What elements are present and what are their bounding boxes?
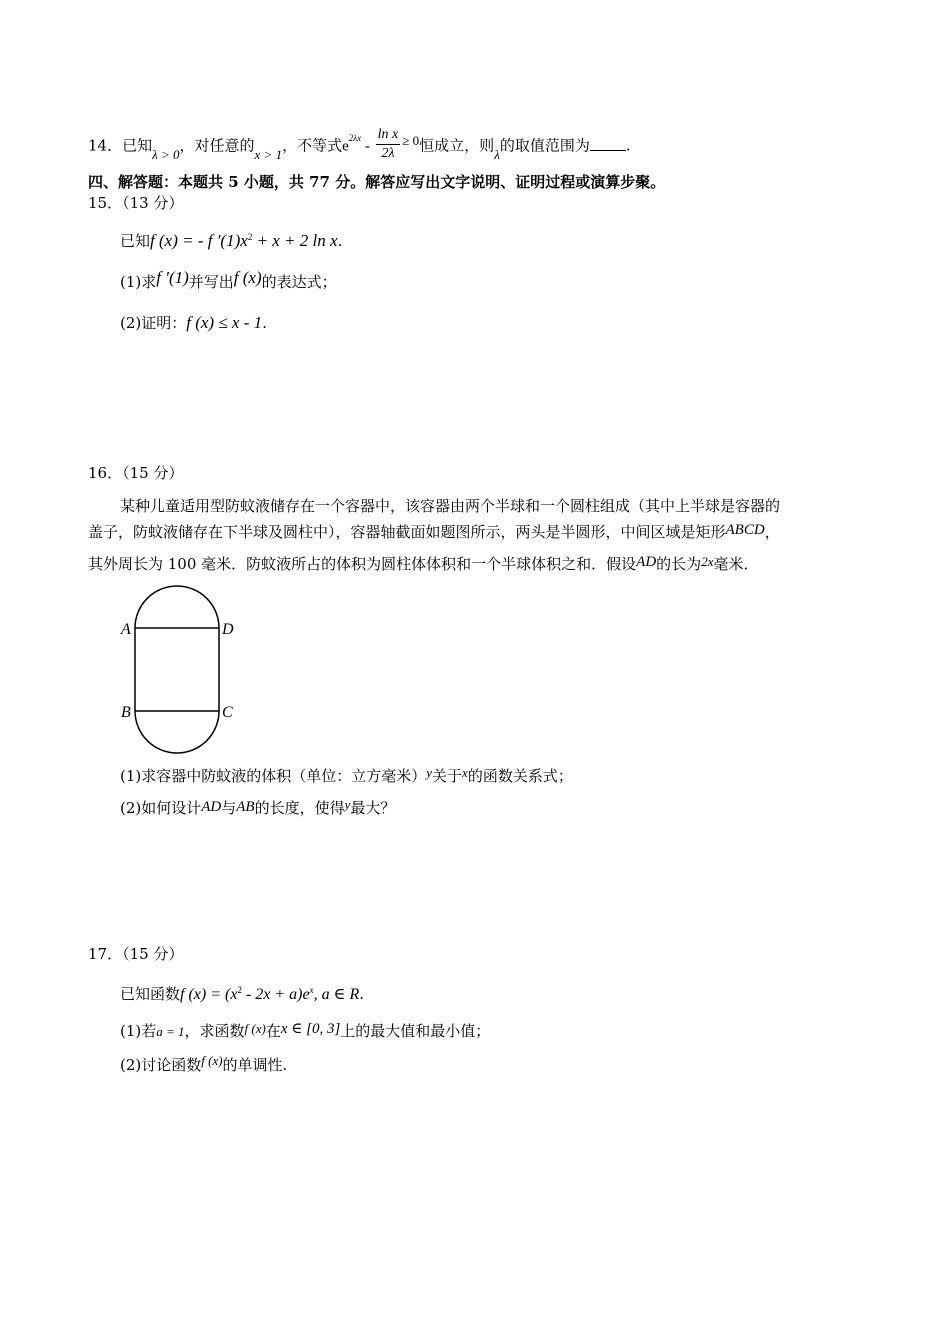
q16-p2-ab: AB — [236, 799, 255, 815]
q16-line-3c: 的长为 — [656, 555, 702, 573]
q16-ad: AD — [636, 554, 657, 570]
q14-frac-denominator: 2λ — [381, 146, 395, 161]
q16-line-2c: ， — [764, 523, 780, 541]
q16-p1-x: x — [462, 765, 468, 780]
q15-p1-pre: (1)求 — [120, 273, 157, 291]
q16-p1a: (1)求容器中防蚊液的体积（单位：立方毫米） — [120, 767, 427, 785]
container-cross-section-figure — [110, 580, 250, 760]
q14-text-4: 恒成立，则 — [419, 136, 495, 155]
q17-given-pre: 已知函数 — [120, 985, 181, 1003]
q14-answer-blank[interactable] — [590, 136, 626, 151]
q17-p1c: ，求函数 — [184, 1022, 245, 1040]
q15-p2-pre: (2)证明： — [120, 314, 187, 332]
q16-p1e: 的函数关系式； — [467, 767, 573, 785]
q16-p2g: 最大？ — [350, 799, 396, 817]
q14-exp-power: 2λx — [348, 132, 362, 143]
q15-part-2 — [120, 313, 267, 333]
q17-p2a: (2)讨论函数 — [120, 1056, 202, 1074]
q17-number: 17．（15 分） — [88, 945, 184, 963]
q16-p2-ad: AD — [201, 799, 222, 815]
q17-p2c: 的单调性. — [222, 1056, 288, 1074]
q16-p2e: 的长度，使得 — [254, 799, 345, 817]
q15-p1-end: 的表达式； — [261, 273, 337, 291]
q16-line-2 — [88, 522, 780, 543]
question-14 — [88, 128, 631, 165]
q17-rest: - 2x + a)e — [241, 986, 310, 1003]
q16-number: 16．（15 分） — [88, 464, 184, 482]
q15-square: 2 — [247, 232, 253, 242]
capsule-outline — [135, 586, 219, 753]
q14-fraction — [376, 126, 401, 163]
q16-line-3a: 其外周长为 100 毫米．防蚊液所占的体积为圆柱体体积和一个半球体积之和．假设 — [88, 555, 637, 573]
q17-p1e: 在 — [265, 1022, 281, 1040]
q14-text-1: 已知 — [122, 136, 153, 155]
q16-line-3 — [88, 554, 758, 575]
q15-p1-fx: f (x) — [233, 268, 262, 287]
q17-p1-interval: x ∈ [0, 3] — [280, 1021, 341, 1037]
q14-number: 14． — [88, 136, 123, 155]
label-c: C — [222, 704, 233, 721]
q16-p2c: 与 — [221, 799, 237, 817]
q14-frac-numerator: ln x — [376, 126, 401, 145]
q17-p1g: 上的最大值和最小值； — [340, 1022, 491, 1040]
q14-text-5: 的取值范围为 — [499, 136, 590, 155]
q14-exp-base: e — [342, 138, 349, 155]
q16-line-2a: 盖子，防蚊液储存在下半球及圆柱中），容器轴截面如题图所示，两头是半圆形，中间区域是矩形 — [88, 523, 726, 541]
q15-p1-mid: 并写出 — [188, 273, 234, 291]
label-d: D — [222, 621, 234, 638]
q16-p1-y: y — [426, 765, 433, 780]
q17-square: 2 — [237, 985, 242, 995]
q15-given-end: . — [337, 232, 343, 250]
q17-part-1 — [120, 1021, 490, 1042]
q16-p2a: (2)如何设计 — [120, 799, 202, 817]
q17-given — [120, 980, 364, 1005]
label-a: A — [121, 621, 131, 638]
section-4-header: 四、解答题：本题共 5 小题，共 77 分。解答应写出文字说明、证明过程或演算步聚。 — [88, 173, 666, 191]
q16-2x: 2x — [701, 554, 714, 569]
q14-text-3: ，不等式 — [282, 136, 343, 155]
label-b: B — [121, 704, 131, 721]
q16-line-3e: 毫米． — [713, 555, 759, 573]
q15-p1-fprime: f ′(1) — [156, 268, 189, 287]
q15-given-formula: f (x) = - f ′(1)x — [150, 231, 248, 250]
q14-cond-x: x > 1 — [254, 146, 283, 162]
q14-cond-lambda: λ > 0 — [152, 146, 180, 162]
q14-geq: ≥ 0 — [402, 132, 420, 148]
q15-given-pre: 已知 — [120, 232, 151, 250]
q14-text-2: ，对任意的 — [179, 136, 255, 155]
q16-part-2 — [120, 798, 395, 819]
q16-line-1: 某种儿童适用型防蚊液储存在一个容器中，该容器由两个半球和一个圆柱组成（其中上半球是容器的 — [120, 497, 781, 515]
q17-p1-a-eq: a = 1 — [156, 1024, 185, 1039]
q15-part-1 — [120, 268, 337, 292]
q16-abcd: ABCD — [725, 522, 765, 538]
q17-f-formula: f (x) = (x — [180, 986, 238, 1003]
q17-p1-fx: f (x) — [244, 1021, 266, 1036]
q16-part-1 — [120, 766, 573, 787]
q14-lambda: λ — [494, 146, 500, 162]
q17-p2-fx: f (x) — [201, 1053, 223, 1068]
q17-part-2 — [120, 1055, 287, 1076]
q14-end: . — [625, 136, 631, 155]
q17-tail: , a ∈ R — [313, 986, 360, 1003]
q15-p2-formula: f (x) ≤ x - 1 — [186, 313, 263, 332]
q17-end: . — [359, 985, 365, 1003]
q15-given-rest: + x + 2 ln x — [252, 231, 338, 250]
q15-given — [120, 227, 342, 251]
q17-p1a: (1)若 — [120, 1022, 157, 1040]
q16-p2-y: y — [344, 797, 351, 812]
q15-number: 15．（13 分） — [88, 194, 184, 212]
q14-minus: - — [361, 138, 374, 155]
q17-exp-x: x — [309, 985, 314, 995]
q15-p2-end: . — [262, 314, 267, 332]
q16-p1c: 关于 — [432, 767, 463, 785]
